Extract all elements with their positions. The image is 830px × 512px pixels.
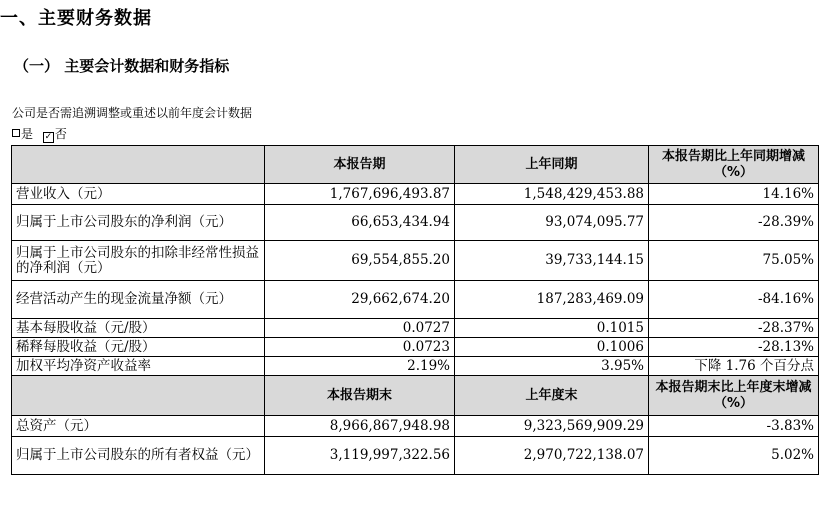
table-row	[12, 205, 819, 241]
row-label: 基本每股收益（元/股）	[12, 319, 265, 338]
row-label: 稀释每股收益（元/股）	[12, 338, 265, 357]
cell-change: 下降 1.76 个百分点	[649, 357, 819, 376]
cell-prior: 3.95%	[455, 357, 649, 376]
header-cell-blank	[12, 376, 265, 416]
cell-current: 0.0727	[265, 319, 455, 338]
row-label: 归属于上市公司股东的净利润（元）	[12, 205, 265, 241]
header-cell-blank	[12, 146, 265, 184]
cell-change: 5.02%	[649, 437, 819, 475]
cell-prior: 0.1006	[455, 338, 649, 357]
restatement-answer	[12, 125, 67, 143]
table-row	[12, 319, 819, 338]
row-label: 总资产（元）	[12, 416, 265, 437]
cell-current: 66,653,434.94	[265, 205, 455, 241]
cell-change: 75.05%	[649, 241, 819, 281]
restatement-question: 公司是否需追溯调整或重述以前年度会计数据	[12, 106, 253, 120]
cell-change: 14.16%	[649, 184, 819, 205]
cell-change: -28.39%	[649, 205, 819, 241]
header-cell-current-period: 本报告期	[265, 146, 455, 184]
cell-prior: 9,323,569,909.29	[455, 416, 649, 437]
table-row	[12, 184, 819, 205]
header-cell-prior-period: 上年同期	[455, 146, 649, 184]
cell-current: 29,662,674.20	[265, 281, 455, 319]
cell-prior: 1,548,429,453.88	[455, 184, 649, 205]
table-row	[12, 357, 819, 376]
table-row	[12, 437, 819, 475]
cell-prior: 93,074,095.77	[455, 205, 649, 241]
cell-current: 8,966,867,948.98	[265, 416, 455, 437]
cell-current: 3,119,997,322.56	[265, 437, 455, 475]
section-heading: 一、主要财务数据	[0, 8, 152, 29]
cell-change: -28.13%	[649, 338, 819, 357]
cell-current: 1,767,696,493.87	[265, 184, 455, 205]
unchecked-box-icon	[12, 129, 20, 137]
checked-box-icon: ✓	[44, 132, 53, 142]
cell-change: -28.37%	[649, 319, 819, 338]
cell-current: 2.19%	[265, 357, 455, 376]
table-header-row	[12, 376, 819, 416]
row-label: 经营活动产生的现金流量净额（元）	[12, 281, 265, 319]
cell-prior: 187,283,469.09	[455, 281, 649, 319]
header-cell-prior-year-end: 上年度末	[455, 376, 649, 416]
cell-change: -84.16%	[649, 281, 819, 319]
table-row	[12, 281, 819, 319]
cell-current: 69,554,855.20	[265, 241, 455, 281]
cell-prior: 39,733,144.15	[455, 241, 649, 281]
table-row	[12, 416, 819, 437]
header-cell-period-end: 本报告期末	[265, 376, 455, 416]
row-label: 加权平均净资产收益率	[12, 357, 265, 376]
table-header-row	[12, 146, 819, 184]
header-cell-change: 本报告期末比上年度末增减（%）	[649, 376, 819, 416]
subsection-heading: （一） 主要会计数据和财务指标	[14, 57, 230, 75]
table-row	[12, 338, 819, 357]
yes-label: 是	[21, 127, 34, 141]
cell-change: -3.83%	[649, 416, 819, 437]
header-cell-change: 本报告期比上年同期增减（%）	[649, 146, 819, 184]
table-row	[12, 241, 819, 281]
cell-prior: 2,970,722,138.07	[455, 437, 649, 475]
row-label: 归属于上市公司股东的所有者权益（元）	[12, 437, 265, 475]
cell-prior: 0.1015	[455, 319, 649, 338]
financial-data-table	[11, 145, 819, 475]
row-label: 归属于上市公司股东的扣除非经常性损益的净利润（元）	[12, 241, 265, 281]
no-label: 否	[54, 127, 67, 141]
cell-current: 0.0723	[265, 338, 455, 357]
row-label: 营业收入（元）	[12, 184, 265, 205]
